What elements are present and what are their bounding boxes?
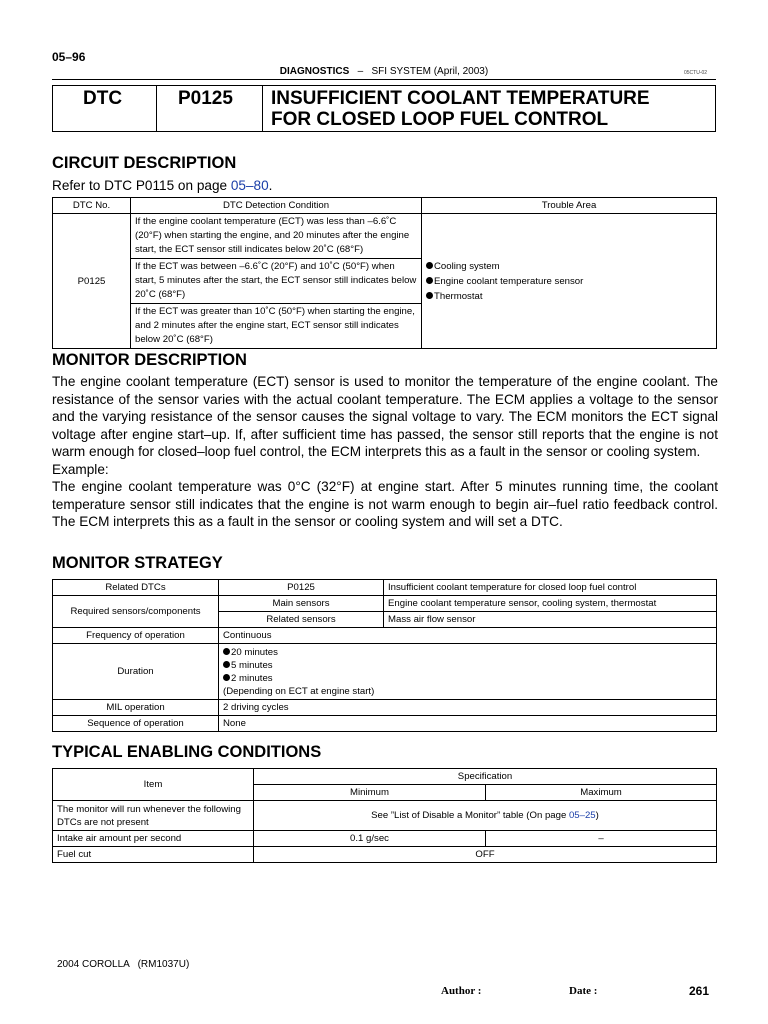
strategy-table [52, 579, 717, 732]
doc-code: 05CTU-02 [684, 70, 708, 76]
main-sensors-label: Main sensors [219, 596, 384, 612]
col-header-trouble: Trouble Area [422, 198, 717, 214]
trouble-area-cell [422, 214, 717, 349]
circuit-description-heading: CIRCUIT DESCRIPTION [52, 154, 237, 172]
dtc-title-box [52, 85, 716, 132]
row2-min: 0.1 g/sec [254, 831, 486, 847]
condition-3: If the ECT was greater than 10˚C (50°F) when starting the engine, and 2 minutes after the engine start, ECT sensor still indicates below 20˚C (68°F) [131, 304, 422, 349]
sequence-value: None [219, 716, 717, 732]
row2-max: – [486, 831, 717, 847]
duration-value [219, 644, 717, 700]
dtc-no-cell: P0125 [53, 214, 131, 349]
row3-item: Fuel cut [53, 847, 254, 863]
related-sensors-label: Related sensors [219, 612, 384, 628]
enabling-table [52, 768, 717, 863]
related-dtcs-code: P0125 [219, 580, 384, 596]
dtc-title [271, 88, 650, 130]
page-link-05-25[interactable]: 05–25 [568, 810, 596, 821]
date-label: Date : [569, 985, 598, 997]
col-header-dtc-no: DTC No. [53, 198, 131, 214]
frequency-value: Continuous [219, 628, 717, 644]
dtc-title-line2: FOR CLOSED LOOP FUEL CONTROL [271, 109, 609, 130]
specification-header: Specification [254, 769, 717, 785]
row3-spec: OFF [254, 847, 717, 863]
duration-label: Duration [53, 644, 219, 700]
circuit-table [52, 197, 717, 349]
monitor-strategy-heading: MONITOR STRATEGY [52, 554, 223, 572]
author-label: Author : [441, 985, 482, 997]
item-header: Item [53, 769, 254, 801]
main-sensors-value: Engine coolant temperature sensor, cooling system, thermostat [384, 596, 717, 612]
duration-note: (Depending on ECT at engine start) [223, 685, 375, 697]
mil-value: 2 driving cycles [219, 700, 717, 716]
monitor-paragraph-2: The engine coolant temperature was 0°C (32°F) at engine start. After 5 minutes running time, the coolant temperature sensor still indicates that the engine is not warm enough to begin air–fuel ratio feedback control. The ECM interprets this as a fault in the sensor or cooling system and will set a DTC. [52, 479, 718, 529]
duration-item: 2 minutes [223, 672, 712, 685]
row1-item: The monitor will run whenever the following DTCs are not present [53, 801, 254, 831]
page-number: 05–96 [52, 50, 86, 64]
col-header-detection: DTC Detection Condition [131, 198, 422, 214]
dtc-label: DTC [83, 88, 123, 109]
mil-label: MIL operation [53, 700, 219, 716]
frequency-label: Frequency of operation [53, 628, 219, 644]
related-sensors-value: Mass air flow sensor [384, 612, 717, 628]
condition-2: If the ECT was between –6.6˚C (20°F) and 10˚C (50°F) when start, 5 minutes after the start, the ECT sensor still indicates below 20˚C (68°F) [131, 259, 422, 304]
example-label: Example: [52, 461, 109, 477]
minimum-header: Minimum [254, 785, 486, 801]
monitor-paragraph-1: The engine coolant temperature (ECT) sensor is used to monitor the temperature of the engine coolant. The resistance of the sensor varies with the actual coolant temperature. The ECM applies a voltage to the sensor and the varying resistance of the sensor causes the signal voltage to vary. The ECM monitors the ECT signal voltage after engine start–up. If, after sufficient time has passed, the sensor still reports that the engine is not warm enough for closed–loop fuel control, the ECM interprets this as a fault in the sensor or cooling system. [52, 374, 718, 459]
dtc-title-line1: INSUFFICIENT COOLANT TEMPERATURE [271, 88, 650, 109]
sequence-label: Sequence of operation [53, 716, 219, 732]
condition-1: If the engine coolant temperature (ECT) was less than –6.6˚C (20°F) when starting the engine, and 20 minutes after the engine start, the ECT sensor still indicates below 20˚C (68°F) [131, 214, 422, 259]
page-link-05-80[interactable]: 05–80 [230, 178, 269, 193]
dtc-code: P0125 [178, 88, 233, 109]
circuit-refer-text: Refer to DTC P0115 on page 05–80. [52, 178, 273, 193]
footer-page-number: 261 [689, 984, 710, 998]
dtc-label-cell [53, 86, 157, 131]
required-sensors-label: Required sensors/components [53, 596, 219, 628]
footer-model: 2004 COROLLA (RM1037U) [57, 959, 190, 970]
duration-item: 20 minutes [223, 646, 712, 659]
row2-item: Intake air amount per second [53, 831, 254, 847]
header-system: SFI SYSTEM (April, 2003) [371, 66, 489, 77]
dtc-code-cell [156, 86, 263, 131]
duration-item: 5 minutes [223, 659, 712, 672]
trouble-area-item: Thermostat [426, 289, 712, 304]
related-dtcs-label: Related DTCs [53, 580, 219, 596]
related-dtcs-desc: Insufficient coolant temperature for closed loop fuel control [384, 580, 717, 596]
header-section: DIAGNOSTICS [279, 66, 350, 77]
monitor-description-text [52, 373, 718, 531]
header-dash: – [357, 66, 364, 77]
header-rule [52, 79, 716, 80]
trouble-area-item: Engine coolant temperature sensor [426, 274, 712, 289]
trouble-area-item: Cooling system [426, 259, 712, 274]
maximum-header: Maximum [486, 785, 717, 801]
monitor-description-heading: MONITOR DESCRIPTION [52, 351, 247, 369]
enabling-conditions-heading: TYPICAL ENABLING CONDITIONS [52, 743, 322, 761]
running-header [52, 66, 716, 77]
row1-spec: See ”List of Disable a Monitor” table (On page 05–25) [254, 801, 717, 831]
